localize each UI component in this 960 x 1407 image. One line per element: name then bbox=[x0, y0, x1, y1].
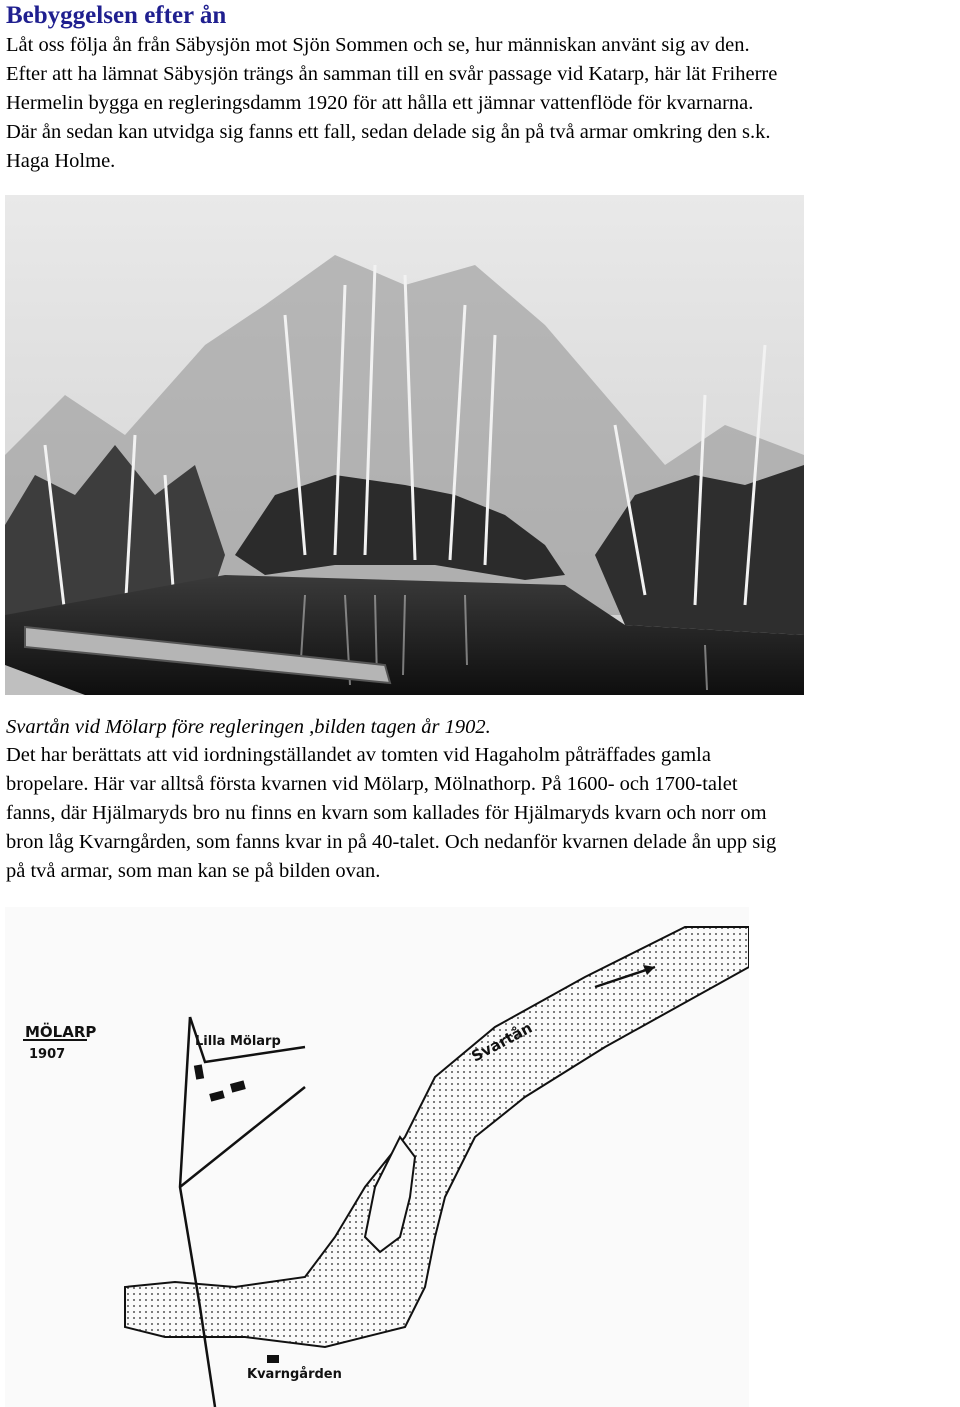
map-year: 1907 bbox=[29, 1047, 66, 1062]
paragraph-line: Där ån sedan kan utvidga sig fanns ett fall, sedan delade sig ån på två armar omkring den s.k. bbox=[6, 121, 771, 143]
paragraph-line: bropelare. Här var alltså första kvarnen vid Mölarp, Mölnathorp. På 1600- och 1700-talet bbox=[6, 773, 738, 795]
page-title: Bebyggelsen efter ån bbox=[6, 2, 227, 29]
historic-map-molarp bbox=[5, 907, 749, 1407]
paragraph-line: Det har berättats att vid iordningställandet av tomten vid Hagaholm påträffades gamla bbox=[6, 744, 711, 766]
paragraph-line: Haga Holme. bbox=[6, 150, 116, 172]
place-lilla-molarp: Lilla Mölarp bbox=[195, 1034, 281, 1049]
paragraph-line: Efter att ha lämnat Säbysjön trängs ån samman till en svår passage vid Katarp, här lät Friherre bbox=[6, 63, 778, 85]
place-kvarngarden: Kvarngården bbox=[247, 1367, 342, 1382]
historic-river-photo bbox=[5, 195, 804, 695]
map-title: MÖLARP bbox=[25, 1023, 97, 1041]
river-label: Svartån bbox=[468, 1018, 536, 1066]
paragraph-line: Hermelin bygga en regleringsdamm 1920 för att hålla ett jämnar vattenflöde för kvarnarna. bbox=[6, 92, 754, 114]
paragraph-line: bron låg Kvarngården, som fanns kvar in på 40-talet. Och nedanför kvarnen delade ån upp sig bbox=[6, 831, 777, 853]
paragraph-line: Låt oss följa ån från Säbysjön mot Sjön Sommen och se, hur människan använt sig av den. bbox=[6, 34, 750, 56]
intro-paragraph bbox=[6, 31, 777, 176]
paragraph-line: fanns, där Hjälmaryds bro nu finns en kvarn som kallades för Hjälmaryds kvarn och norr om bbox=[6, 802, 767, 824]
history-paragraph bbox=[6, 741, 776, 886]
photo-caption: Svartån vid Mölarp före regleringen ,bilden tagen år 1902. bbox=[6, 716, 491, 738]
paragraph-line: på två armar, som man kan se på bilden ovan. bbox=[6, 860, 381, 882]
